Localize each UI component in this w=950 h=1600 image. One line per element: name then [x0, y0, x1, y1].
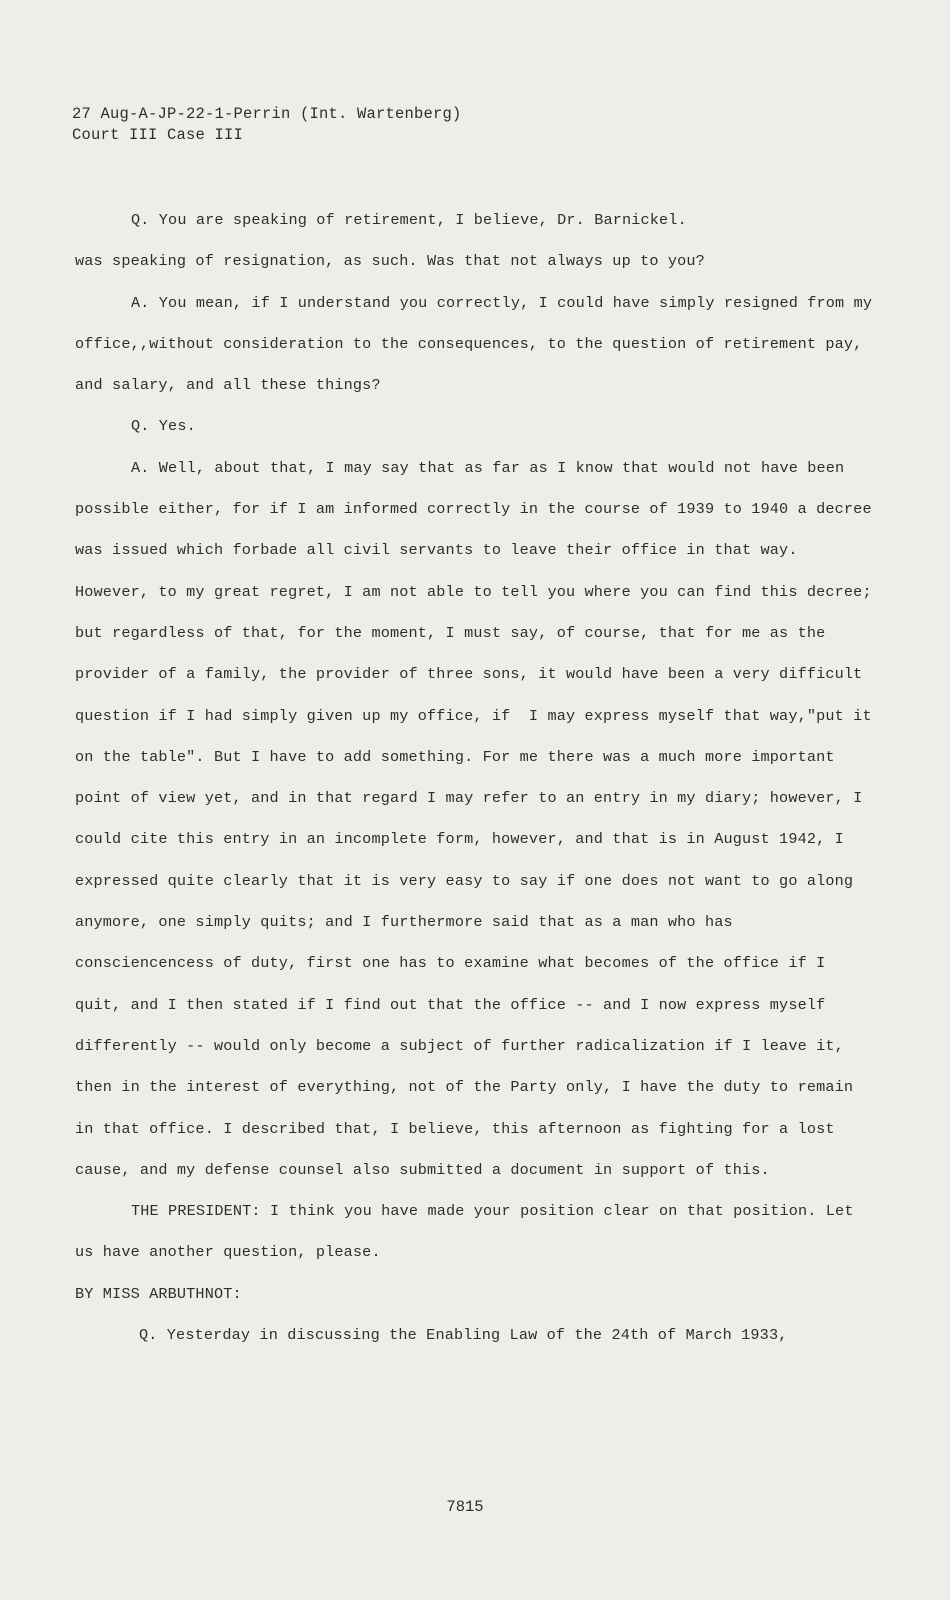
- paragraph-1: Q. You are speaking of retirement, I believe, Dr. Barnickel.: [131, 211, 687, 229]
- transcript-body: [75, 200, 882, 1356]
- paragraph-7: BY MISS ARBUTHNOT:: [75, 1284, 242, 1303]
- page-number: 7815: [446, 1498, 484, 1516]
- document-header: [72, 104, 462, 146]
- paragraph-6: THE PRESIDENT: I think you have made your position clear on that position. Let us have another question, please.: [75, 1202, 863, 1262]
- paragraph-2: was speaking of resignation, as such. Was that not always up to you?: [75, 252, 705, 271]
- paragraph-8: Q. Yesterday in discussing the Enabling Law of the 24th of March 1933,: [139, 1326, 788, 1345]
- header-line-2: Court III Case III: [72, 126, 244, 144]
- header-line-1: 27 Aug-A-JP-22-1-Perrin (Int. Wartenberg): [72, 105, 462, 123]
- paragraph-4: Q. Yes.: [131, 417, 196, 436]
- paragraph-3: A. You mean, if I understand you correctly, I could have simply resigned from my office,,without consideration to the consequences, to the question of retirement pay, and salary, and all these things?: [75, 293, 882, 395]
- paragraph-5: A. Well, about that, I may say that as far as I know that would not have been possible either, for if I am informed correctly in the course of 1939 to 1940 a decree was issued which forbade all civil servants to leave their office in that way. However, to my great regret, I am not able to tell you where you can find this decree; but regardless of that, for the moment, I must say, of course, that for me as the provider of a family, the provider of three sons, it would have been a very difficult question if I had simply given up my office, if I may express myself that way,"put it on the table". But I have to add something. For me there was a much more important point of view yet, and in that regard I may refer to an entry in my diary; however, I could cite this entry in an incomplete form, however, and that is in August 1942, I expressed quite clearly that it is very easy to say if one does not want to go along anymore, one simply quits; and I furthermore said that as a man who has consciencencess of duty, first one has to examine what becomes of the office if I quit, and I then stated if I find out that the office -- and I now express myself differently -- would only become a subject of further radicalization if I leave it, then in the interest of everything, not of the Party only, I have the duty to remain in that office. I described that, I believe, this afternoon as fighting for a lost cause, and my defense counsel also submitted a document in support of this.: [75, 458, 881, 1179]
